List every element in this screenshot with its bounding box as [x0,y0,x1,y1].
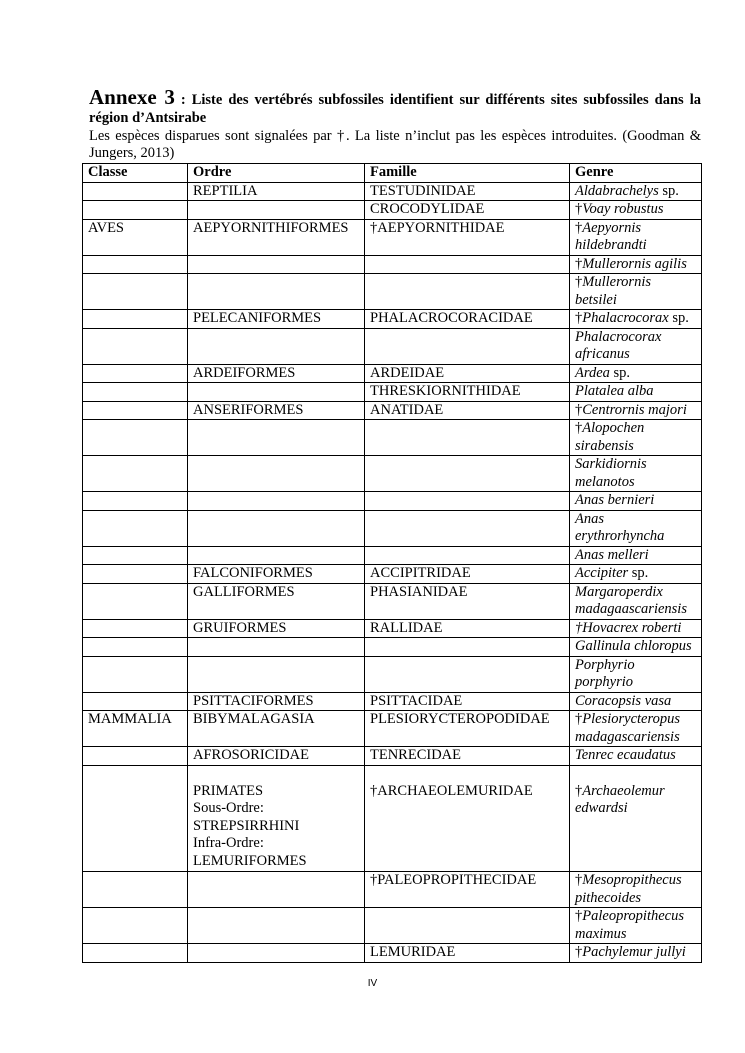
cell-ordre: PELECANIFORMES [188,310,365,329]
cell-ordre [188,274,365,310]
genus-name: Anas erythrorhyncha [575,510,665,544]
cell-famille: ACCIPITRIDAE [365,565,570,584]
cell-famille: LEMURIDAE [365,944,570,963]
intro-paragraph: Les espèces disparues sont signalées par †. La liste n’inclut pas les espèces introduites. (Goodman & Jungers, 2013) [89,128,701,161]
cell-classe [83,383,188,402]
cell-genre [570,583,702,619]
cell-classe [83,255,188,274]
extinct-dagger: † [575,310,583,326]
genus-name: Paleopropithecus maximus [575,908,684,942]
extinct-dagger: † [575,782,583,799]
table-row [83,619,702,638]
cell-genre [570,310,702,329]
genus-name: Ardea [575,364,610,381]
genus-suffix: sp. [658,182,679,199]
cell-famille [365,638,570,657]
cell-ordre [188,656,365,692]
extinct-dagger: † [575,420,583,436]
cell-ordre [188,546,365,565]
table-row [83,872,702,908]
cell-genre [570,747,702,766]
cell-classe [83,456,188,492]
genus-name: Archaeolemur edwardsi [575,782,665,816]
table-row [83,908,702,944]
genus-name: Platalea alba [575,383,654,399]
genus-name: Mullerornis agilis [582,255,687,272]
table-row [83,546,702,565]
genus-name: Centrornis majori [582,401,687,418]
cell-famille [365,656,570,692]
table-row [83,310,702,329]
cell-classe [83,492,188,511]
cell-genre [570,456,702,492]
cell-ordre [188,255,365,274]
cell-famille [365,456,570,492]
genus-name: Pachylemur jullyi [582,944,686,960]
table-row [83,944,702,963]
extinct-dagger: † [575,872,583,888]
table-row [83,274,702,310]
cell-classe [83,747,188,766]
genus-name: Sarkidiornis melanotos [575,456,647,490]
cell-classe [83,583,188,619]
cell-famille: PHASIANIDAE [365,583,570,619]
cell-ordre: FALCONIFORMES [188,565,365,584]
cell-ordre [188,908,365,944]
cell-ordre [188,872,365,908]
cell-ordre: BIBYMALAGASIA [188,711,365,747]
table-row [83,656,702,692]
cell-genre [570,255,702,274]
cell-genre [570,492,702,511]
annex-title: : Liste des vertébrés subfossiles identifient sur différents sites subfossiles dans la région d’Antsirabe [89,92,702,126]
cell-classe [83,944,188,963]
cell-classe [83,364,188,383]
cell-ordre [188,510,365,546]
extinct-dagger: † [575,908,583,924]
table-header-row [83,164,702,183]
vertebrate-table [82,163,702,963]
annex-label: Annexe 3 [89,85,175,109]
cell-famille: RALLIDAE [365,619,570,638]
cell-ordre [188,420,365,456]
page-number: IV [367,978,378,989]
cell-classe [83,908,188,944]
cell-ordre: REPTILIA [188,182,365,201]
cell-famille: CROCODYLIDAE [365,201,570,220]
genus-name: †Hovacrex roberti [575,619,682,636]
genus-name: Aepyornis hildebrandti [575,219,647,253]
cell-genre [570,274,702,310]
cell-genre [570,711,702,747]
genus-name: Anas melleri [575,546,649,563]
table-row [83,201,702,220]
cell-famille: PHALACROCORACIDAE [365,310,570,329]
cell-genre [570,944,702,963]
genus-suffix: sp. [628,565,649,581]
genus-name: Margaroperdix madagaascariensis [575,583,687,617]
cell-famille [365,255,570,274]
table-row [83,492,702,511]
cell-ordre [188,383,365,402]
table-row [83,583,702,619]
cell-genre [570,219,702,255]
cell-ordre [188,944,365,963]
table-row [83,420,702,456]
header-genre: Genre [570,164,702,183]
extinct-dagger: † [575,711,583,727]
cell-famille: PLESIORYCTEROPODIDAE [365,711,570,747]
extinct-dagger: † [575,944,583,960]
table-row [83,182,702,201]
table-row [83,255,702,274]
header-classe: Classe [83,164,188,183]
cell-genre [570,565,702,584]
cell-genre [570,510,702,546]
cell-classe: AVES [83,219,188,255]
genus-name: Mullerornis betsilei [575,274,651,308]
cell-ordre: ANSERIFORMES [188,401,365,420]
cell-genre [570,201,702,220]
cell-genre [570,638,702,657]
cell-ordre [188,638,365,657]
cell-ordre: PSITTACIFORMES [188,692,365,711]
table-row [83,401,702,420]
genus-suffix: sp. [609,364,631,381]
table-row [83,565,702,584]
table-row [83,747,702,766]
cell-ordre [188,328,365,364]
cell-ordre: GALLIFORMES [188,583,365,619]
cell-ordre: PRIMATES Sous-Ordre: STREPSIRRHINI Infra-Ordre: LEMURIFORMES [188,765,365,872]
cell-genre [570,656,702,692]
cell-famille: †ARCHAEOLEMURIDAE [365,765,570,872]
cell-famille [365,908,570,944]
cell-classe [83,546,188,565]
extinct-dagger: † [575,201,583,217]
header-ordre: Ordre [188,164,365,183]
cell-famille: PSITTACIDAE [365,692,570,711]
cell-classe [83,638,188,657]
cell-genre [570,420,702,456]
genus-name: Phalacrocorax [582,310,669,326]
cell-famille: TENRECIDAE [365,747,570,766]
cell-famille: †AEPYORNITHIDAE [365,219,570,255]
cell-genre [570,328,702,364]
genus-suffix: sp. [668,310,689,326]
cell-classe [83,656,188,692]
cell-ordre: AEPYORNITHIFORMES [188,219,365,255]
extinct-dagger: † [575,401,583,418]
cell-genre [570,383,702,402]
cell-classe [83,565,188,584]
cell-ordre: ARDEIFORMES [188,364,365,383]
cell-classe: MAMMALIA [83,711,188,747]
cell-classe [83,619,188,638]
cell-classe [83,328,188,364]
cell-famille [365,328,570,364]
genus-name: Accipiter [575,565,629,581]
cell-classe [83,510,188,546]
cell-famille [365,492,570,511]
cell-genre [570,401,702,420]
cell-famille [365,420,570,456]
cell-classe [83,401,188,420]
cell-famille: TESTUDINIDAE [365,182,570,201]
table-row [83,364,702,383]
genus-name: Aldabrachelys [575,182,659,199]
cell-genre [570,546,702,565]
cell-classe [83,692,188,711]
cell-classe [83,310,188,329]
cell-genre [570,872,702,908]
genus-name: Coracopsis vasa [575,692,672,709]
header-famille: Famille [365,164,570,183]
table-row [83,456,702,492]
extinct-dagger: † [575,219,583,236]
genus-name: Plesiorycteropus madagascariensis [575,711,680,745]
cell-classe [83,765,188,872]
cell-famille [365,510,570,546]
genus-name: Tenrec ecaudatus [575,747,676,763]
cell-ordre [188,201,365,220]
cell-famille: THRESKIORNITHIDAE [365,383,570,402]
genus-name: Voay robustus [582,201,664,217]
cell-famille [365,274,570,310]
cell-genre [570,692,702,711]
cell-genre [570,765,702,872]
table-row [83,328,702,364]
cell-genre [570,182,702,201]
table-row [83,219,702,255]
annex-heading [89,85,702,127]
genus-name: Mesopropithecus pithecoides [575,872,682,906]
cell-genre [570,619,702,638]
genus-name: Alopochen sirabensis [575,420,645,454]
cell-famille [365,546,570,565]
cell-genre [570,364,702,383]
extinct-dagger: † [575,255,583,272]
cell-ordre [188,492,365,511]
cell-classe [83,182,188,201]
cell-ordre [188,456,365,492]
cell-classe [83,420,188,456]
genus-name: Phalacrocorax africanus [575,328,662,362]
cell-classe [83,201,188,220]
cell-ordre: GRUIFORMES [188,619,365,638]
table-row [83,692,702,711]
table-row [83,383,702,402]
table-row [83,510,702,546]
cell-famille: ANATIDAE [365,401,570,420]
extinct-dagger: † [575,274,583,290]
cell-ordre: AFROSORICIDAE [188,747,365,766]
cell-famille: †PALEOPROPITHECIDAE [365,872,570,908]
table-row [83,638,702,657]
genus-name: Gallinula chloropus [575,638,692,654]
genus-name: Anas bernieri [575,492,655,508]
cell-classe [83,274,188,310]
genus-name: Porphyrio porphyrio [575,656,635,690]
table-row [83,711,702,747]
table-row [83,765,702,872]
cell-classe [83,872,188,908]
cell-famille: ARDEIDAE [365,364,570,383]
cell-genre [570,908,702,944]
